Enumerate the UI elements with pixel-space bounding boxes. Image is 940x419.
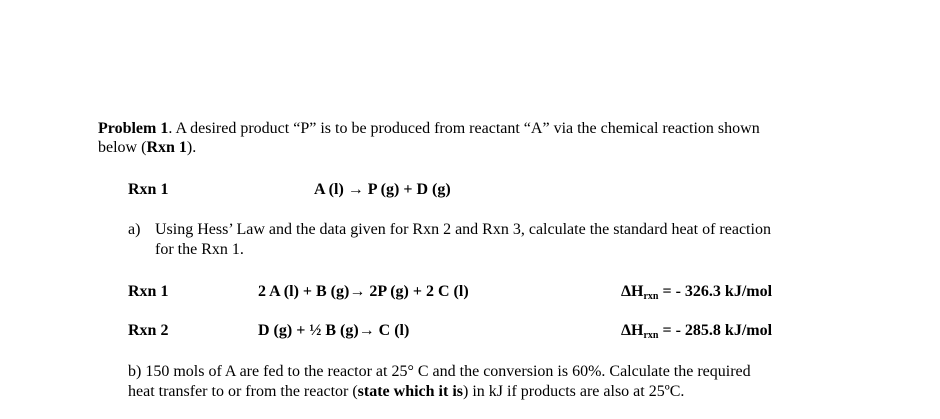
data-rxn-2-label: Rxn 2 [128,322,169,339]
data-rxn-1-enthalpy [621,282,772,302]
data-rxn-2-equation: D (g) + ½ B (g)→ C (l) [258,322,410,339]
part-b-text-end: ) in kJ if products are also at 25ºC. [463,383,685,400]
data-rxn-2-enthalpy [621,321,772,341]
part-b-line-1: b) 150 mols of A are fed to the reactor at 25° C and the conversion is 60%. Calculate the required [128,363,751,380]
problem-intro-rxn-ref: Rxn 1 [146,139,187,156]
enthalpy-subscript: rxn [643,330,659,341]
part-a-line-2: for the Rxn 1. [155,241,244,258]
problem-intro-text-2: below ( [98,139,147,156]
data-rxn-1-equation: 2 A (l) + B (g)→ 2P (g) + 2 C (l) [258,283,469,300]
problem-intro-text: . A desired product “P” is to be produced from reactant “A” via the chemical reaction shown [168,120,760,137]
part-b-text: heat transfer to or from the reactor ( [128,383,358,400]
enthalpy-symbol: ΔH [621,283,644,300]
part-b-line-2 [128,382,684,402]
part-b-emphasis: state which it is [357,383,463,400]
problem-intro-line-1 [98,119,760,139]
data-rxn-1-label: Rxn 1 [128,283,169,300]
enthalpy-value: = - 326.3 kJ/mol [662,283,773,300]
enthalpy-subscript: rxn [643,291,659,302]
main-reaction-label: Rxn 1 [128,181,169,198]
part-a-marker: a) [128,221,141,238]
problem-intro-line-2 [98,138,196,158]
problem-intro-end: ). [186,139,197,156]
part-a-line-1: Using Hess’ Law and the data given for Rxn 2 and Rxn 3, calculate the standard heat of reaction [155,221,771,238]
enthalpy-symbol: ΔH [621,322,644,339]
problem-heading: Problem 1 [98,120,169,137]
main-reaction-equation: A (l) → P (g) + D (g) [314,181,451,198]
enthalpy-value: = - 285.8 kJ/mol [662,322,773,339]
